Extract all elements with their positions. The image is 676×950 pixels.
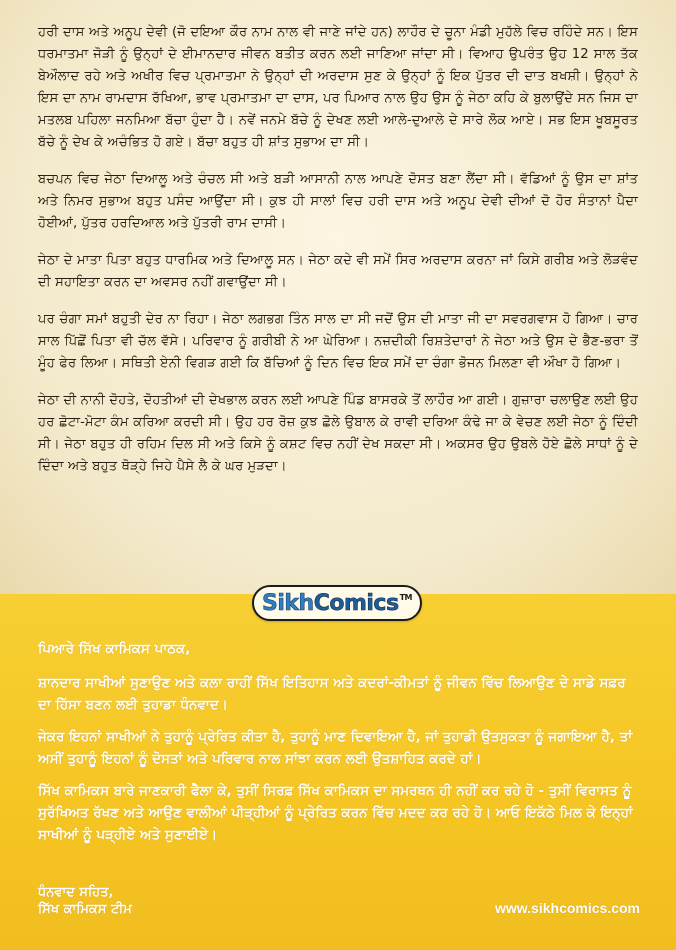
- story-paragraph-1: ਹਰੀ ਦਾਸ ਅਤੇ ਅਨੂਪ ਦੇਵੀ (ਜੋ ਦਇਆ ਕੌਰ ਨਾਮ ਨਾਲ ਵੀ ਜਾਣੇ ਜਾਂਦੇ ਹਨ) ਲਾਹੌਰ ਦੇ ਚੂਨਾ ਮੰਡੀ ਮੁਹੱਲੇ ਵਿਚ ਰਹਿੰਦੇ ਸਨ। ਇਸ ਧਰਮਾਤਮਾ ਜੋੜੀ ਨੂੰ ਉਨ੍ਹਾਂ ਦੇ ਈਮਾਨਦਾਰ ਜੀਵਨ ਬਤੀਤ ਕਰਨ ਲਈ ਜਾਣਿਆ ਜਾਂਦਾ ਸੀ। ਵਿਆਹ ਉਪਰੰਤ ਉਹ 12 ਸਾਲ ਤੱਕ ਬੇਔਲਾਦ ਰਹੇ ਅਤੇ ਅਖੀਰ ਵਿਚ ਪ੍ਰਮਾਤਮਾ ਨੇ ਉਨ੍ਹਾਂ ਦੀ ਅਰਦਾਸ ਸੁਣ ਕੇ ਉਨ੍ਹਾਂ ਨੂੰ ਇਕ ਪੁੱਤਰ ਦੀ ਦਾਤ ਬਖਸ਼ੀ। ਉਨ੍ਹਾਂ ਨੇ ਇਸ ਦਾ ਨਾਮ ਰਾਮਦਾਸ ਰੱਖਿਆ, ਭਾਵ ਪ੍ਰਮਾਤਮਾ ਦਾ ਦਾਸ, ਪਰ ਪਿਆਰ ਨਾਲ ਉਹ ਉਸ ਨੂੰ ਜੇਠਾ ਕਹਿ ਕੇ ਬੁਲਾਉਂਦੇ ਸਨ ਜਿਸ ਦਾ ਮਤਲਬ ਪਹਿਲਾ ਜਨਮਿਆ ਬੱਚਾ ਹੁੰਦਾ ਹੈ। ਨਵੇਂ ਜਨਮੇ ਬੱਚੇ ਨੂੰ ਦੇਖਣ ਲਈ ਆਲੇ-ਦੁਆਲੇ ਦੇ ਸਾਰੇ ਲੋਕ ਆਏ। ਸਭ ਇਸ ਖੂਬਸੂਰਤ ਬੱਚੇ ਨੂੰ ਦੇਖ ਕੇ ਅਚੰਭਿਤ ਹੋ ਗਏ। ਬੱਚਾ ਬਹੁਤ ਹੀ ਸ਼ਾਂਤ ਸੁਭਾਅ ਦਾ ਸੀ।: [38, 25, 638, 150]
- story-paragraph-2: ਬਚਪਨ ਵਿਚ ਜੇਠਾ ਦਿਆਲੂ ਅਤੇ ਚੰਚਲ ਸੀ ਅਤੇ ਬੜੀ ਆਸਾਨੀ ਨਾਲ ਆਪਣੇ ਦੋਸਤ ਬਣਾ ਲੈਂਦਾ ਸੀ। ਵੱਡਿਆਂ ਨੂੰ ਉਸ ਦਾ ਸ਼ਾਂਤ ਅਤੇ ਨਿਮਰ ਸੁਭਾਅ ਬਹੁਤ ਪਸੰਦ ਆਉਂਦਾ ਸੀ। ਕੁਝ ਹੀ ਸਾਲਾਂ ਵਿਚ ਹਰੀ ਦਾਸ ਅਤੇ ਅਨੂਪ ਦੇਵੀ ਦੀਆਂ ਦੋ ਹੋਰ ਸੰਤਾਨਾਂ ਪੈਦਾ ਹੋਈਆਂ, ਪੁੱਤਰ ਹਰਦਿਆਲ ਅਤੇ ਪੁੱਤਰੀ ਰਾਮ ਦਾਸੀ।: [38, 172, 638, 231]
- letter-salutation: ਪਿਆਰੇ ਸਿੱਖ ਕਾਮਿਕਸ ਪਾਠਕ,: [38, 641, 191, 657]
- signoff-line-2: ਸਿੱਖ ਕਾਮਿਕਸ ਟੀਮ: [38, 902, 132, 917]
- letter-paragraph-2: ਜੇਕਰ ਇਹਨਾਂ ਸਾਖੀਆਂ ਨੇ ਤੁਹਾਨੂੰ ਪ੍ਰੇਰਿਤ ਕੀਤਾ ਹੈ, ਤੁਹਾਨੂੰ ਮਾਣ ਦਿਵਾਇਆ ਹੈ, ਜਾਂ ਤੁਹਾਡੀ ਉਤਸੁਕਤਾ ਨੂੰ ਜਗਾਇਆ ਹੈ, ਤਾਂ ਅਸੀਂ ਤੁਹਾਨੂੰ ਇਹਨਾਂ ਨੂੰ ਦੋਸਤਾਂ ਅਤੇ ਪਰਿਵਾਰ ਨਾਲ ਸਾਂਝਾ ਕਰਨ ਲਈ ਉਤਸ਼ਾਹਿਤ ਕਰਦੇ ਹਾਂ।: [38, 729, 633, 767]
- reader-letter: [38, 638, 638, 856]
- letter-paragraph-1: ਸ਼ਾਨਦਾਰ ਸਾਖੀਆਂ ਸੁਣਾਉਣ ਅਤੇ ਕਲਾ ਰਾਹੀਂ ਸਿੱਖ ਇਤਿਹਾਸ ਅਤੇ ਕਦਰਾਂ-ਕੀਮਤਾਂ ਨੂੰ ਜੀਵਨ ਵਿੱਚ ਲਿਆਉਣ ਦੇ ਸਾਡੇ ਸਫ਼ਰ ਦਾ ਹਿੱਸਾ ਬਣਨ ਲਈ ਤੁਹਾਡਾ ਧੰਨਵਾਦ।: [38, 675, 626, 713]
- logo-text-comics: Comics: [313, 590, 399, 616]
- signoff-line-1: ਧੰਨਵਾਦ ਸਹਿਤ,: [38, 885, 114, 900]
- trademark-mark: TM: [399, 592, 412, 602]
- sikh-comics-banner: [0, 590, 676, 950]
- story-paragraph-3: ਜੇਠਾ ਦੇ ਮਾਤਾ ਪਿਤਾ ਬਹੁਤ ਧਾਰਮਿਕ ਅਤੇ ਦਿਆਲੂ ਸਨ। ਜੇਠਾ ਕਦੇ ਵੀ ਸਮੇਂ ਸਿਰ ਅਰਦਾਸ ਕਰਨਾ ਜਾਂ ਕਿਸੇ ਗਰੀਬ ਅਤੇ ਲੋੜਵੰਦ ਦੀ ਸਹਾਇਤਾ ਕਰਨ ਦਾ ਅਵਸਰ ਨਹੀਂ ਗਵਾਉਂਦਾ ਸੀ।: [38, 253, 638, 290]
- letter-paragraph-3: ਸਿੱਖ ਕਾਮਿਕਸ ਬਾਰੇ ਜਾਣਕਾਰੀ ਫੈਲਾ ਕੇ, ਤੁਸੀਂ ਸਿਰਫ਼ ਸਿੱਖ ਕਾਮਿਕਸ ਦਾ ਸਮਰਥਨ ਹੀ ਨਹੀਂ ਕਰ ਰਹੇ ਹੋ - ਤੁਸੀਂ ਵਿਰਾਸਤ ਨੂੰ ਸੁਰੱਖਿਅਤ ਰੱਖਣ ਅਤੇ ਆਉਣ ਵਾਲੀਆਂ ਪੀੜ੍ਹੀਆਂ ਨੂੰ ਪ੍ਰੇਰਿਤ ਕਰਨ ਵਿੱਚ ਮਦਦ ਕਰ ਰਹੇ ਹੋ। ਆਓ ਇਕੱਠੇ ਮਿਲ ਕੇ ਇਨ੍ਹਾਂ ਸਾਖੀਆਂ ਨੂੰ ਪੜ੍ਹੀਏ ਅਤੇ ਸੁਣਾਈਏ।: [38, 783, 633, 843]
- website-link[interactable]: www.sikhcomics.com: [495, 900, 640, 916]
- logo-text-sikh: Sikh: [262, 590, 314, 616]
- story-paragraph-4: ਪਰ ਚੰਗਾ ਸਮਾਂ ਬਹੁਤੀ ਦੇਰ ਨਾ ਰਿਹਾ। ਜੇਠਾ ਲਗਭਗ ਤਿੰਨ ਸਾਲ ਦਾ ਸੀ ਜਦੋਂ ਉਸ ਦੀ ਮਾਤਾ ਜੀ ਦਾ ਸਵਰਗਵਾਸ ਹੋ ਗਿਆ। ਚਾਰ ਸਾਲ ਪਿੱਛੋਂ ਪਿਤਾ ਵੀ ਚੱਲ ਵੱਸੇ। ਪਰਿਵਾਰ ਨੂੰ ਗਰੀਬੀ ਨੇ ਆ ਘੇਰਿਆ। ਨਜ਼ਦੀਕੀ ਰਿਸ਼ਤੇਦਾਰਾਂ ਨੇ ਜੇਠਾ ਅਤੇ ਉਸ ਦੇ ਭੈਣ-ਭਰਾ ਤੋਂ ਮੂੰਹ ਫੇਰ ਲਿਆ। ਸਥਿਤੀ ਏਨੀ ਵਿਗੜ ਗਈ ਕਿ ਬੱਚਿਆਂ ਨੂੰ ਦਿਨ ਵਿਚ ਇਕ ਸਮੇਂ ਦਾ ਚੰਗਾ ਭੋਜਨ ਮਿਲਣਾ ਵੀ ਔਖਾ ਹੋ ਗਿਆ।: [38, 312, 638, 371]
- letter-signoff: [38, 884, 132, 918]
- sikh-comics-logo: [252, 585, 422, 621]
- story-paragraph-5: ਜੇਠਾ ਦੀ ਨਾਨੀ ਦੋਹਤੇ, ਦੋਹਤੀਆਂ ਦੀ ਦੇਖਭਾਲ ਕਰਨ ਲਈ ਆਪਣੇ ਪਿੰਡ ਬਾਸਰਕੇ ਤੋਂ ਲਾਹੌਰ ਆ ਗਈ। ਗੁਜ਼ਾਰਾ ਚਲਾਉਣ ਲਈ ਉਹ ਹਰ ਛੋਟਾ-ਮੋਟਾ ਕੰਮ ਕਰਿਆ ਕਰਦੀ ਸੀ। ਉਹ ਹਰ ਰੋਜ਼ ਕੁਝ ਛੋਲੇ ਉਬਾਲ ਕੇ ਰਾਵੀ ਦਰਿਆ ਕੰਢੇ ਜਾ ਕੇ ਵੇਚਣ ਲਈ ਜੇਠਾ ਨੂੰ ਦਿੰਦੀ ਸੀ। ਜੇਠਾ ਬਹੁਤ ਹੀ ਰਹਿਮ ਦਿਲ ਸੀ ਅਤੇ ਕਿਸੇ ਨੂੰ ਕਸ਼ਟ ਵਿਚ ਨਹੀਂ ਦੇਖ ਸਕਦਾ ਸੀ। ਅਕਸਰ ਉਹ ਉਬਲੇ ਹੋਏ ਛੋਲੇ ਸਾਧਾਂ ਨੂੰ ਦੇ ਦਿੰਦਾ ਅਤੇ ਬਹੁਤ ਥੋੜ੍ਹੇ ਜਿਹੇ ਪੈਸੇ ਲੈ ਕੇ ਘਰ ਮੁੜਦਾ।: [38, 393, 638, 474]
